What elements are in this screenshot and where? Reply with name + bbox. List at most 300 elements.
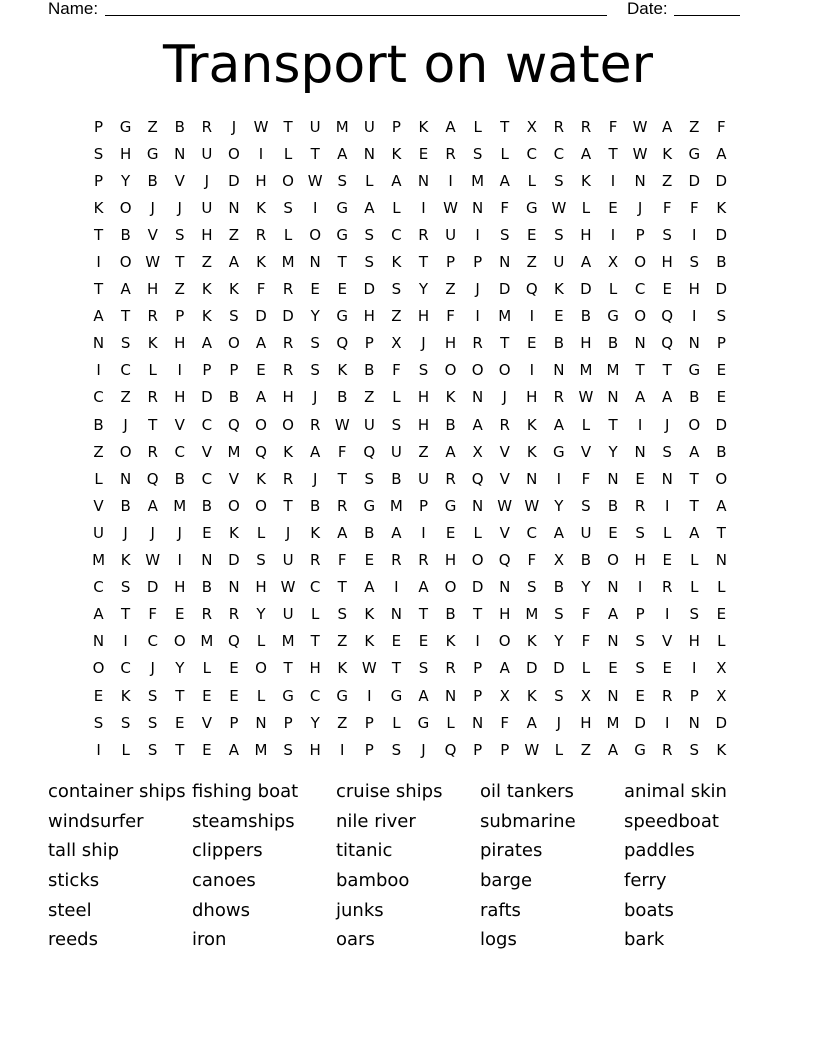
- grid-letter[interactable]: D: [228, 171, 240, 190]
- grid-letter[interactable]: G: [417, 713, 430, 732]
- grid-letter[interactable]: N: [472, 198, 484, 217]
- grid-letter[interactable]: L: [392, 198, 401, 217]
- grid-letter[interactable]: L: [256, 523, 266, 542]
- grid-letter[interactable]: C: [526, 144, 538, 163]
- grid-letter[interactable]: R: [282, 469, 294, 488]
- grid-letter[interactable]: U: [363, 117, 375, 136]
- grid-letter[interactable]: S: [147, 713, 158, 732]
- grid-letter[interactable]: N: [92, 632, 105, 651]
- grid-letter[interactable]: N: [634, 171, 646, 190]
- grid-letter[interactable]: P: [364, 334, 374, 353]
- grid-letter[interactable]: T: [283, 117, 293, 136]
- grid-letter[interactable]: D: [580, 280, 592, 299]
- grid-letter[interactable]: X: [553, 551, 564, 570]
- grid-letter[interactable]: U: [201, 144, 213, 163]
- grid-letter[interactable]: A: [445, 442, 456, 461]
- grid-letter[interactable]: E: [716, 605, 727, 624]
- grid-letter[interactable]: A: [716, 144, 727, 163]
- grid-letter[interactable]: I: [421, 523, 426, 542]
- grid-letter[interactable]: B: [174, 117, 185, 136]
- grid-letter[interactable]: I: [177, 551, 182, 570]
- grid-letter[interactable]: P: [364, 713, 374, 732]
- grid-letter[interactable]: Q: [336, 334, 349, 353]
- grid-letter[interactable]: C: [309, 686, 321, 705]
- grid-letter[interactable]: A: [607, 740, 619, 759]
- grid-letter[interactable]: E: [635, 686, 645, 705]
- grid-letter[interactable]: O: [255, 659, 267, 678]
- grid-letter[interactable]: T: [175, 686, 185, 705]
- grid-letter[interactable]: B: [607, 496, 619, 515]
- grid-letter[interactable]: D: [201, 388, 213, 407]
- grid-letter[interactable]: R: [445, 469, 456, 488]
- grid-letter[interactable]: S: [364, 253, 375, 272]
- grid-letter[interactable]: O: [607, 551, 619, 570]
- grid-letter[interactable]: D: [498, 280, 511, 299]
- grid-letter[interactable]: I: [529, 361, 534, 380]
- grid-letter[interactable]: O: [119, 198, 132, 217]
- grid-letter[interactable]: P: [635, 225, 645, 244]
- grid-letter[interactable]: G: [634, 740, 646, 759]
- grid-letter[interactable]: T: [121, 605, 131, 624]
- grid-letter[interactable]: I: [664, 605, 670, 624]
- grid-letter[interactable]: J: [123, 415, 128, 434]
- grid-letter[interactable]: H: [255, 171, 267, 190]
- grid-letter[interactable]: T: [608, 144, 618, 163]
- grid-letter[interactable]: N: [472, 388, 484, 407]
- grid-letter[interactable]: I: [475, 307, 480, 326]
- grid-letter[interactable]: S: [554, 225, 564, 244]
- grid-letter[interactable]: N: [688, 334, 700, 353]
- grid-letter[interactable]: F: [581, 469, 591, 488]
- grid-letter[interactable]: T: [337, 578, 347, 597]
- grid-letter[interactable]: A: [716, 496, 727, 515]
- grid-letter[interactable]: X: [499, 686, 510, 705]
- grid-letter[interactable]: K: [256, 198, 266, 217]
- grid-letter[interactable]: B: [607, 334, 619, 353]
- grid-letter[interactable]: J: [123, 523, 128, 542]
- grid-letter[interactable]: P: [175, 307, 185, 326]
- grid-letter[interactable]: H: [174, 578, 186, 597]
- grid-letter[interactable]: C: [201, 415, 213, 434]
- grid-letter[interactable]: K: [310, 523, 321, 542]
- grid-letter[interactable]: C: [93, 578, 104, 597]
- grid-letter[interactable]: I: [177, 361, 182, 380]
- grid-letter[interactable]: U: [282, 605, 294, 624]
- grid-letter[interactable]: U: [363, 415, 375, 434]
- grid-letter[interactable]: R: [337, 496, 348, 515]
- grid-letter[interactable]: Q: [363, 442, 376, 461]
- grid-letter[interactable]: O: [471, 551, 484, 570]
- grid-letter[interactable]: L: [256, 686, 266, 705]
- grid-letter[interactable]: D: [715, 415, 728, 434]
- grid-letter[interactable]: B: [445, 415, 456, 434]
- grid-letter[interactable]: R: [418, 225, 429, 244]
- grid-letter[interactable]: V: [499, 442, 510, 461]
- grid-letter[interactable]: L: [392, 713, 401, 732]
- grid-letter[interactable]: F: [148, 605, 158, 624]
- grid-letter[interactable]: R: [309, 551, 321, 570]
- grid-letter[interactable]: C: [147, 632, 158, 651]
- grid-letter[interactable]: Z: [228, 225, 240, 244]
- grid-letter[interactable]: E: [662, 659, 672, 678]
- grid-letter[interactable]: G: [336, 225, 349, 244]
- grid-letter[interactable]: P: [473, 686, 483, 705]
- grid-letter[interactable]: O: [119, 442, 132, 461]
- grid-letter[interactable]: I: [96, 740, 101, 759]
- grid-letter[interactable]: K: [391, 144, 402, 163]
- grid-letter[interactable]: S: [391, 280, 402, 299]
- grid-letter[interactable]: D: [526, 659, 538, 678]
- grid-letter[interactable]: F: [581, 632, 591, 651]
- grid-letter[interactable]: H: [417, 307, 430, 326]
- grid-letter[interactable]: S: [310, 361, 320, 380]
- grid-letter[interactable]: G: [607, 307, 619, 326]
- grid-letter[interactable]: L: [256, 632, 266, 651]
- grid-letter[interactable]: Q: [228, 632, 240, 651]
- grid-letter[interactable]: A: [418, 578, 429, 597]
- grid-letter[interactable]: E: [229, 659, 239, 678]
- grid-letter[interactable]: A: [472, 415, 483, 434]
- grid-letter[interactable]: L: [581, 659, 591, 678]
- grid-letter[interactable]: I: [664, 713, 670, 732]
- grid-letter[interactable]: H: [201, 225, 213, 244]
- grid-letter[interactable]: R: [255, 225, 267, 244]
- grid-letter[interactable]: M: [606, 713, 620, 732]
- grid-letter[interactable]: W: [578, 388, 594, 407]
- grid-letter[interactable]: S: [581, 496, 591, 515]
- grid-letter[interactable]: T: [689, 469, 699, 488]
- grid-letter[interactable]: I: [692, 307, 697, 326]
- date-field-line[interactable]: [674, 0, 740, 16]
- grid-letter[interactable]: X: [580, 686, 592, 705]
- grid-letter[interactable]: N: [715, 551, 727, 570]
- grid-letter[interactable]: W: [253, 117, 269, 136]
- grid-letter[interactable]: A: [391, 171, 402, 190]
- grid-letter[interactable]: J: [177, 523, 182, 542]
- grid-letter[interactable]: U: [93, 523, 105, 542]
- grid-letter[interactable]: A: [553, 523, 564, 542]
- grid-letter[interactable]: A: [147, 496, 158, 515]
- grid-letter[interactable]: K: [337, 659, 348, 678]
- grid-letter[interactable]: Y: [175, 659, 185, 678]
- grid-letter[interactable]: H: [309, 740, 321, 759]
- grid-letter[interactable]: N: [228, 578, 240, 597]
- grid-letter[interactable]: V: [499, 523, 510, 542]
- grid-letter[interactable]: S: [554, 605, 564, 624]
- grid-letter[interactable]: A: [418, 686, 429, 705]
- grid-letter[interactable]: D: [471, 578, 484, 597]
- grid-letter[interactable]: E: [310, 280, 320, 299]
- grid-letter[interactable]: G: [336, 686, 349, 705]
- grid-letter[interactable]: I: [692, 225, 697, 244]
- grid-letter[interactable]: O: [255, 415, 267, 434]
- grid-letter[interactable]: S: [689, 253, 700, 272]
- grid-letter[interactable]: I: [96, 361, 101, 380]
- grid-letter[interactable]: C: [201, 469, 213, 488]
- grid-letter[interactable]: Z: [120, 388, 131, 407]
- grid-letter[interactable]: Y: [310, 713, 320, 732]
- grid-letter[interactable]: T: [310, 144, 320, 163]
- grid-letter[interactable]: O: [228, 144, 240, 163]
- grid-letter[interactable]: M: [525, 605, 539, 624]
- grid-letter[interactable]: P: [418, 496, 428, 515]
- grid-letter[interactable]: K: [716, 198, 727, 217]
- grid-letter[interactable]: F: [608, 117, 618, 136]
- grid-letter[interactable]: S: [662, 225, 672, 244]
- grid-letter[interactable]: S: [93, 713, 104, 732]
- grid-letter[interactable]: A: [580, 253, 592, 272]
- grid-letter[interactable]: D: [688, 171, 701, 190]
- grid-letter[interactable]: U: [417, 469, 429, 488]
- grid-letter[interactable]: P: [283, 713, 293, 732]
- grid-letter[interactable]: E: [202, 523, 212, 542]
- grid-letter[interactable]: P: [94, 171, 104, 190]
- grid-letter[interactable]: L: [608, 280, 618, 299]
- grid-letter[interactable]: N: [309, 253, 321, 272]
- grid-letter[interactable]: P: [364, 740, 374, 759]
- grid-letter[interactable]: B: [174, 469, 185, 488]
- grid-letter[interactable]: V: [662, 632, 673, 651]
- grid-letter[interactable]: G: [119, 117, 132, 136]
- grid-letter[interactable]: S: [147, 740, 158, 759]
- grid-letter[interactable]: V: [228, 469, 240, 488]
- grid-letter[interactable]: E: [175, 605, 185, 624]
- grid-letter[interactable]: D: [715, 713, 728, 732]
- grid-letter[interactable]: E: [391, 632, 402, 651]
- grid-letter[interactable]: F: [500, 713, 510, 732]
- grid-letter[interactable]: R: [282, 334, 294, 353]
- grid-letter[interactable]: R: [661, 740, 673, 759]
- grid-letter[interactable]: R: [553, 388, 565, 407]
- grid-letter[interactable]: S: [229, 307, 239, 326]
- grid-letter[interactable]: R: [634, 496, 646, 515]
- grid-letter[interactable]: O: [92, 659, 105, 678]
- grid-letter[interactable]: E: [202, 686, 212, 705]
- grid-letter[interactable]: S: [120, 578, 131, 597]
- grid-letter[interactable]: Q: [525, 280, 538, 299]
- grid-letter[interactable]: N: [228, 198, 240, 217]
- grid-letter[interactable]: Y: [256, 605, 266, 624]
- grid-letter[interactable]: S: [310, 334, 320, 353]
- grid-letter[interactable]: I: [448, 171, 453, 190]
- grid-letter[interactable]: L: [283, 225, 293, 244]
- grid-letter[interactable]: S: [256, 551, 266, 570]
- grid-letter[interactable]: L: [717, 632, 726, 651]
- grid-letter[interactable]: A: [662, 388, 673, 407]
- grid-letter[interactable]: T: [635, 361, 645, 380]
- grid-letter[interactable]: D: [228, 551, 240, 570]
- grid-letter[interactable]: Z: [391, 307, 402, 326]
- grid-letter[interactable]: V: [147, 225, 158, 244]
- grid-letter[interactable]: L: [202, 659, 212, 678]
- grid-letter[interactable]: O: [309, 225, 322, 244]
- grid-letter[interactable]: F: [337, 442, 347, 461]
- grid-letter[interactable]: A: [255, 388, 267, 407]
- grid-letter[interactable]: Y: [581, 578, 591, 597]
- grid-letter[interactable]: N: [363, 144, 375, 163]
- grid-letter[interactable]: N: [255, 713, 267, 732]
- grid-letter[interactable]: J: [637, 198, 643, 217]
- grid-letter[interactable]: A: [93, 605, 104, 624]
- grid-letter[interactable]: S: [175, 225, 185, 244]
- grid-letter[interactable]: W: [307, 171, 323, 190]
- grid-letter[interactable]: E: [418, 144, 429, 163]
- grid-letter[interactable]: I: [692, 659, 697, 678]
- grid-letter[interactable]: A: [445, 117, 456, 136]
- grid-letter[interactable]: T: [500, 334, 510, 353]
- grid-letter[interactable]: S: [337, 605, 347, 624]
- grid-letter[interactable]: H: [661, 253, 673, 272]
- grid-letter[interactable]: Q: [471, 469, 484, 488]
- grid-letter[interactable]: D: [146, 578, 159, 597]
- grid-letter[interactable]: G: [525, 198, 538, 217]
- grid-letter[interactable]: B: [364, 361, 375, 380]
- grid-letter[interactable]: A: [93, 307, 104, 326]
- grid-letter[interactable]: L: [310, 605, 320, 624]
- grid-letter[interactable]: K: [256, 469, 266, 488]
- grid-letter[interactable]: L: [473, 117, 482, 136]
- grid-letter[interactable]: R: [391, 551, 402, 570]
- grid-letter[interactable]: U: [282, 551, 294, 570]
- grid-letter[interactable]: C: [174, 442, 186, 461]
- grid-letter[interactable]: F: [689, 198, 699, 217]
- grid-letter[interactable]: N: [390, 605, 403, 624]
- grid-letter[interactable]: F: [581, 605, 591, 624]
- grid-letter[interactable]: N: [499, 578, 511, 597]
- grid-letter[interactable]: E: [608, 659, 618, 678]
- grid-letter[interactable]: A: [201, 334, 212, 353]
- grid-letter[interactable]: X: [391, 334, 402, 353]
- grid-letter[interactable]: D: [715, 225, 728, 244]
- grid-letter[interactable]: N: [201, 551, 213, 570]
- grid-letter[interactable]: R: [499, 415, 510, 434]
- grid-letter[interactable]: W: [145, 253, 161, 272]
- grid-letter[interactable]: Z: [337, 713, 348, 732]
- grid-letter[interactable]: W: [145, 551, 161, 570]
- grid-letter[interactable]: L: [283, 144, 293, 163]
- grid-letter[interactable]: U: [390, 442, 402, 461]
- grid-letter[interactable]: K: [364, 605, 375, 624]
- grid-letter[interactable]: Z: [364, 388, 375, 407]
- grid-letter[interactable]: L: [94, 469, 103, 488]
- grid-letter[interactable]: R: [201, 117, 213, 136]
- grid-letter[interactable]: T: [500, 117, 510, 136]
- grid-letter[interactable]: A: [228, 740, 240, 759]
- grid-letter[interactable]: S: [635, 523, 645, 542]
- grid-letter[interactable]: A: [364, 198, 375, 217]
- grid-letter[interactable]: A: [662, 117, 673, 136]
- grid-letter[interactable]: H: [147, 280, 159, 299]
- grid-letter[interactable]: A: [499, 659, 510, 678]
- grid-letter[interactable]: D: [282, 307, 294, 326]
- grid-letter[interactable]: H: [417, 415, 430, 434]
- grid-letter[interactable]: B: [580, 307, 592, 326]
- grid-letter[interactable]: O: [119, 253, 132, 272]
- grid-letter[interactable]: V: [174, 415, 185, 434]
- grid-letter[interactable]: I: [258, 144, 264, 163]
- grid-letter[interactable]: B: [553, 334, 565, 353]
- grid-letter[interactable]: J: [150, 198, 155, 217]
- grid-letter[interactable]: N: [120, 469, 132, 488]
- grid-letter[interactable]: F: [256, 280, 266, 299]
- grid-letter[interactable]: K: [229, 523, 239, 542]
- grid-letter[interactable]: O: [228, 334, 240, 353]
- grid-letter[interactable]: M: [92, 551, 106, 570]
- grid-letter[interactable]: N: [472, 496, 484, 515]
- grid-letter[interactable]: M: [606, 361, 620, 380]
- grid-letter[interactable]: E: [662, 551, 672, 570]
- grid-letter[interactable]: D: [553, 659, 565, 678]
- grid-letter[interactable]: N: [174, 144, 186, 163]
- grid-letter[interactable]: O: [255, 496, 267, 515]
- grid-letter[interactable]: K: [445, 632, 456, 651]
- grid-letter[interactable]: Y: [554, 496, 564, 515]
- grid-letter[interactable]: L: [581, 198, 591, 217]
- grid-letter[interactable]: W: [524, 740, 540, 759]
- grid-letter[interactable]: G: [688, 144, 701, 163]
- grid-letter[interactable]: F: [717, 117, 726, 136]
- grid-letter[interactable]: X: [716, 686, 727, 705]
- grid-letter[interactable]: K: [201, 280, 212, 299]
- grid-letter[interactable]: I: [529, 307, 534, 326]
- grid-letter[interactable]: O: [173, 632, 186, 651]
- grid-letter[interactable]: C: [634, 280, 646, 299]
- grid-letter[interactable]: I: [367, 686, 372, 705]
- grid-letter[interactable]: E: [554, 307, 564, 326]
- grid-letter[interactable]: T: [337, 253, 347, 272]
- grid-letter[interactable]: E: [337, 280, 347, 299]
- grid-letter[interactable]: F: [337, 551, 347, 570]
- grid-letter[interactable]: H: [282, 388, 294, 407]
- grid-letter[interactable]: R: [418, 551, 429, 570]
- grid-letter[interactable]: O: [688, 415, 701, 434]
- grid-letter[interactable]: H: [580, 225, 592, 244]
- grid-letter[interactable]: E: [716, 361, 727, 380]
- grid-letter[interactable]: P: [229, 713, 239, 732]
- grid-letter[interactable]: A: [391, 523, 402, 542]
- grid-letter[interactable]: S: [499, 225, 510, 244]
- grid-letter[interactable]: J: [556, 713, 562, 732]
- grid-letter[interactable]: N: [607, 388, 619, 407]
- grid-letter[interactable]: L: [500, 144, 509, 163]
- grid-letter[interactable]: H: [580, 334, 592, 353]
- grid-letter[interactable]: E: [662, 280, 672, 299]
- grid-letter[interactable]: L: [663, 523, 672, 542]
- grid-letter[interactable]: A: [607, 605, 619, 624]
- grid-letter[interactable]: N: [472, 713, 484, 732]
- grid-letter[interactable]: W: [280, 578, 296, 597]
- grid-letter[interactable]: C: [391, 225, 402, 244]
- grid-letter[interactable]: P: [473, 253, 483, 272]
- grid-letter[interactable]: E: [202, 740, 212, 759]
- grid-letter[interactable]: K: [662, 144, 673, 163]
- grid-letter[interactable]: H: [444, 551, 457, 570]
- grid-letter[interactable]: A: [255, 334, 267, 353]
- grid-letter[interactable]: Q: [661, 307, 674, 326]
- grid-letter[interactable]: S: [337, 171, 347, 190]
- grid-letter[interactable]: P: [202, 361, 212, 380]
- grid-letter[interactable]: B: [716, 253, 727, 272]
- grid-letter[interactable]: I: [475, 632, 480, 651]
- grid-letter[interactable]: Z: [418, 442, 429, 461]
- grid-letter[interactable]: N: [553, 361, 565, 380]
- grid-letter[interactable]: E: [445, 523, 456, 542]
- grid-letter[interactable]: I: [610, 171, 616, 190]
- grid-letter[interactable]: E: [364, 551, 375, 570]
- grid-letter[interactable]: N: [92, 334, 105, 353]
- grid-letter[interactable]: L: [581, 415, 591, 434]
- grid-letter[interactable]: Z: [580, 740, 592, 759]
